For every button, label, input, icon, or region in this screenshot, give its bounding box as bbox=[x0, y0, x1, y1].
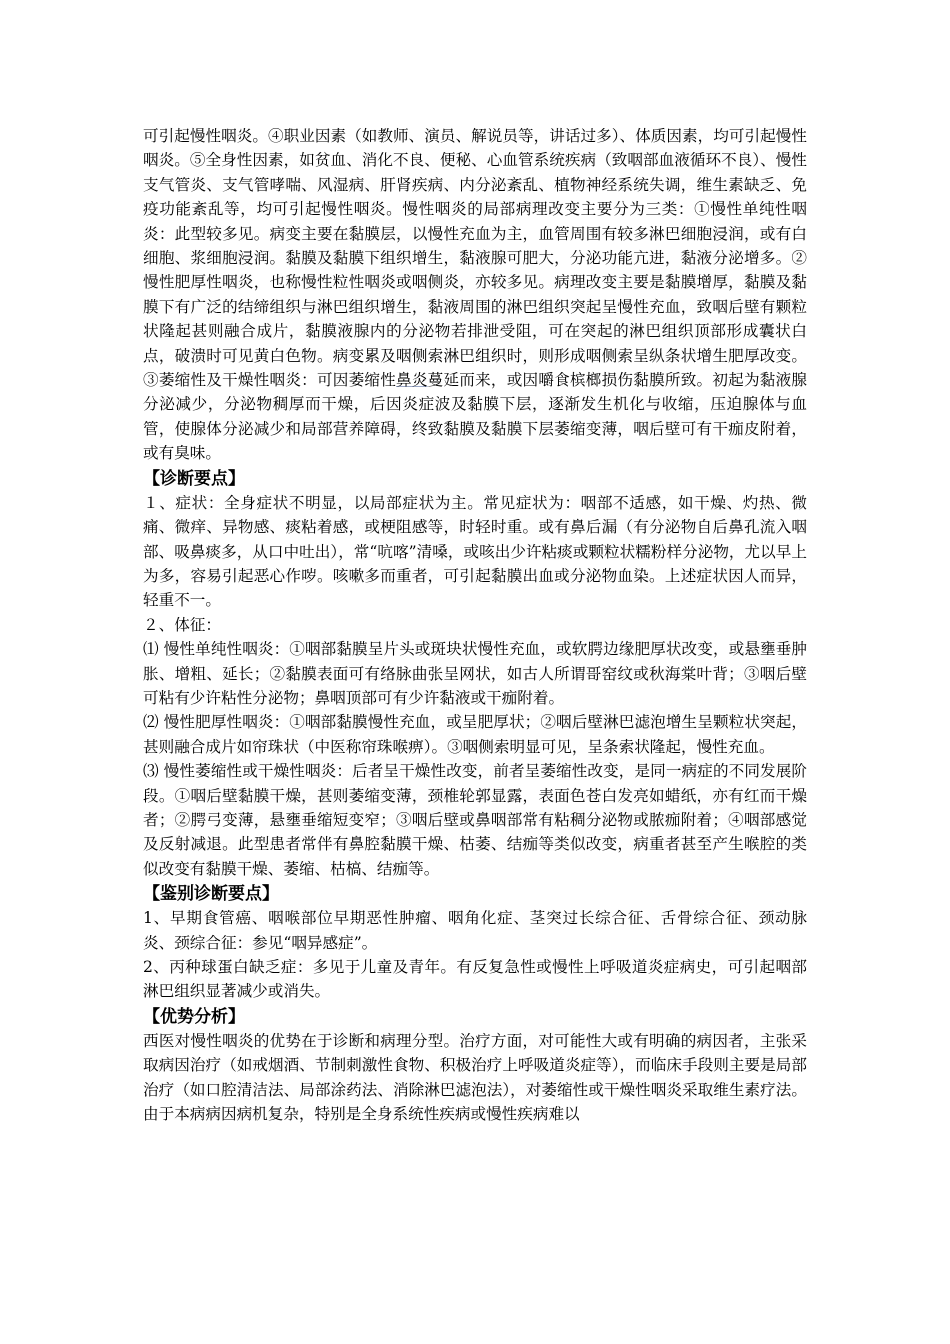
symptoms-paragraph: １、症状：全身症状不明显，以局部症状为主。常见症状为：咽部不适感，如干燥、灼热、微痛、微痒、异物感、痰粘着感，或梗阻感等，时轻时重。或有鼻后漏（有分泌物自后鼻孔流入咽部、吸鼻痰多，从口中吐出），常“吭喀”清嗓，或咳出少许粘痰或颗粒状糯粉样分泌物，尤以早上为多，容易引起恶心作哕。咳嗽多而重者，可引起黏膜出血或分泌物血染。上述症状因人而异，轻重不一。 bbox=[143, 493, 807, 610]
intro-text-part-2: 蔓延而来，或因嚼食槟榔损伤黏膜所致。初起为黏液腺分泌减少，分泌物稠厚而干燥，后因炎症波及黏膜下层，逐渐发生机化与收缩，压迫腺体与血管，使腺体分泌减少和局部营养障碍，终致黏膜及黏膜下层萎缩变薄，咽后壁可有干痂皮附着，或有臭味。 bbox=[143, 371, 807, 463]
intro-paragraph bbox=[143, 124, 807, 466]
document-page bbox=[143, 124, 807, 1126]
differential-item-2: 2、丙种球蛋白缺乏症：多见于儿童及青年。有反复急性或慢性上呼吸道炎症病史，可引起咽部淋巴组织显著减少或消失。 bbox=[143, 958, 807, 1001]
sign-atrophic-pharyngitis: ⑶ 慢性萎缩性或干燥性咽炎：后者呈干燥性改变，前者呈萎缩性改变，是同一病症的不同发展阶段。①咽后壁黏膜干燥，甚则萎缩变薄，颈椎轮郭显露，表面色苍白发亮如蜡纸，亦有红而干燥者；②腭弓变薄，悬壅垂缩短变窄；③咽后壁或鼻咽部常有粘稠分泌物或脓痂附着；④咽部感觉及反射减退。此型患者常伴有鼻腔黏膜干燥、枯萎、结痂等类似改变，病重者甚至产生喉腔的类似改变有黏膜干燥、萎缩、枯槁、结痂等。 bbox=[143, 762, 807, 878]
differential-heading: 【鉴别诊断要点】 bbox=[143, 884, 279, 905]
advantage-heading: 【优势分析】 bbox=[143, 1006, 245, 1027]
intro-text-part-1: 可引起慢性咽炎。④职业因素（如教师、演员、解说员等，讲话过多）、体质因素，均可引起慢性咽炎。⑤全身性因素，如贫血、消化不良、便秘、心血管系统疾病（致咽部血液循环不良）、慢性支气管炎、支气管哮喘、风湿病、肝肾疾病、内分泌紊乱、植物神经系统失调，维生素缺乏、免疫功能紊乱等，均可引起慢性咽炎。慢性咽炎的局部病理改变主要分为三类：①慢性单纯性咽炎：此型较多见。病变主要在黏膜层，以慢性充血为主，血管周围有较多淋巴细胞浸润，或有白细胞、浆细胞浸润。黏膜及黏膜下组织增生，黏液腺可肥大，分泌功能亢进，黏液分泌增多。②慢性肥厚性咽炎，也称慢性粒性咽炎或咽侧炎，亦较多见。病理改变主要是黏膜增厚，黏膜及黏膜下有广泛的结缔组织与淋巴组织增生，黏液周围的淋巴组织突起呈慢性充血，致咽后壁有颗粒状隆起甚则融合成片，黏膜液腺内的分泌物若排泄受阻，可在突起的淋巴组织顶部形成囊状白点，破溃时可见黄白色物。病变累及咽侧索淋巴组织时，则形成咽侧索呈纵条状增生肥厚改变。③萎缩性及干燥性咽炎：可因萎缩性 bbox=[143, 127, 807, 390]
signs-title: ２、体征： bbox=[143, 615, 221, 634]
diagnosis-heading: 【诊断要点】 bbox=[143, 468, 245, 489]
advantage-paragraph: 西医对慢性咽炎的优势在于诊断和病理分型。治疗方面，对可能性大或有明确的病因者，主张采取病因治疗（如戒烟酒、节制刺激性食物、积极治疗上呼吸道炎症等），而临床手段则主要是局部治疗（如口腔清洁法、局部涂药法、消除淋巴滤泡法），对萎缩性或干燥性咽炎采取维生素疗法。由于本病病因病机复杂，特别是全身系统性疾病或慢性疾病难以 bbox=[143, 1031, 807, 1124]
rhinitis-link[interactable]: 鼻炎 bbox=[396, 371, 428, 390]
sign-hypertrophic-pharyngitis: ⑵ 慢性肥厚性咽炎：①咽部黏膜慢性充血，或呈肥厚状；②咽后壁淋巴滤泡增生呈颗粒状突起，甚则融合成片如帘珠状（中医称帘珠喉痹）。③咽侧索明显可见，呈条索状隆起，慢性充血。 bbox=[143, 713, 807, 756]
sign-simple-pharyngitis: ⑴ 慢性单纯性咽炎：①咽部黏膜呈片头或斑块状慢性充血，或软腭边缘肥厚状改变，或悬壅垂肿胀、增粗、延长；②黏膜表面可有络脉曲张呈网状，如古人所谓哥窑纹或秋海棠叶背；③咽后壁可粘有少许粘性分泌物；鼻咽顶部可有少许黏液或干痂附着。 bbox=[143, 640, 807, 707]
differential-item-1: 1、早期食管癌、咽喉部位早期恶性肿瘤、咽角化症、茎突过长综合征、舌骨综合征、颈动脉炎、颈综合征：参见“咽异感症”。 bbox=[143, 909, 807, 952]
